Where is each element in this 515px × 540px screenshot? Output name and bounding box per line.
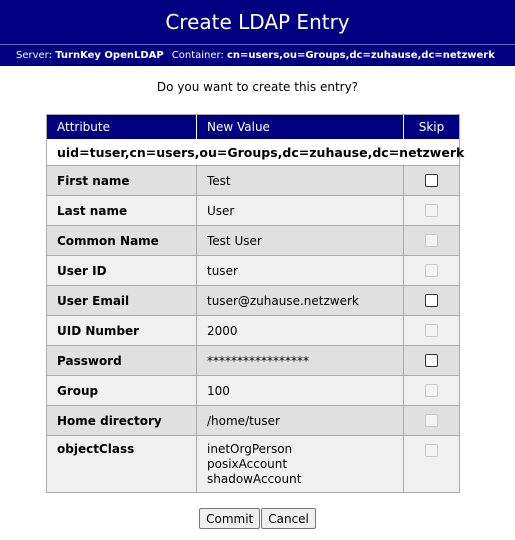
table-row xyxy=(47,166,459,196)
server-label: Server: xyxy=(16,50,52,61)
attribute-value: /home/tuser xyxy=(197,406,404,435)
attribute-name: First name xyxy=(47,166,197,195)
attribute-name: User ID xyxy=(47,256,197,285)
objectclass-value: posixAccount xyxy=(207,457,288,471)
server-info-bar xyxy=(0,44,515,66)
table-row xyxy=(47,346,459,376)
table-row xyxy=(47,226,459,256)
attribute-name: objectClass xyxy=(47,436,197,492)
table-row xyxy=(47,316,459,346)
table-row xyxy=(47,286,459,316)
attribute-name: UID Number xyxy=(47,316,197,345)
skip-checkbox-disabled xyxy=(425,414,438,427)
attribute-name: Password xyxy=(47,346,197,375)
attribute-value: 2000 xyxy=(197,316,404,345)
skip-checkbox-disabled xyxy=(425,204,438,217)
skip-checkbox-disabled xyxy=(425,324,438,337)
attribute-name: Group xyxy=(47,376,197,405)
attribute-value: Test User xyxy=(197,226,404,255)
table-row xyxy=(47,376,459,406)
skip-checkbox-disabled xyxy=(425,234,438,247)
header-skip: Skip xyxy=(418,120,445,134)
header-new-value: New Value xyxy=(197,115,404,139)
attribute-value: User xyxy=(197,196,404,225)
header-attribute: Attribute xyxy=(47,115,197,139)
attribute-value: tuser xyxy=(197,256,404,285)
attribute-name: Common Name xyxy=(47,226,197,255)
objectclass-value: shadowAccount xyxy=(207,472,302,486)
title-bar xyxy=(0,0,515,44)
skip-checkbox[interactable] xyxy=(425,354,438,367)
attribute-name: User Email xyxy=(47,286,197,315)
container-label: Container: xyxy=(171,50,224,61)
skip-checkbox-disabled xyxy=(425,384,438,397)
attribute-value: ***************** xyxy=(197,346,404,375)
skip-checkbox[interactable] xyxy=(425,294,438,307)
attribute-value: 100 xyxy=(197,376,404,405)
action-buttons xyxy=(0,508,515,529)
attribute-value: tuser@zuhause.netzwerk xyxy=(197,286,404,315)
table-row xyxy=(47,196,459,226)
skip-checkbox-disabled xyxy=(425,444,438,457)
attribute-name: Home directory xyxy=(47,406,197,435)
entry-table xyxy=(46,114,465,493)
container-value: cn=users,ou=Groups,dc=zuhause,dc=netzwerk xyxy=(227,50,495,61)
objectclass-values xyxy=(207,442,301,487)
page-title: Create LDAP Entry xyxy=(165,10,350,34)
table-row xyxy=(47,436,459,492)
objectclass-value: inetOrgPerson xyxy=(207,442,293,456)
attribute-value: Test xyxy=(197,166,404,195)
skip-checkbox[interactable] xyxy=(425,174,438,187)
commit-button[interactable]: Commit xyxy=(199,508,260,529)
skip-checkbox-disabled xyxy=(425,264,438,277)
server-value: TurnKey OpenLDAP xyxy=(55,50,164,61)
cancel-button[interactable]: Cancel xyxy=(261,508,316,529)
confirm-question: Do you want to create this entry? xyxy=(156,80,359,94)
table-row xyxy=(47,406,459,436)
dn-row: uid=tuser,cn=users,ou=Groups,dc=zuhause,dc=netzwerk xyxy=(47,139,459,166)
attribute-name: Last name xyxy=(47,196,197,225)
table-row xyxy=(47,256,459,286)
table-header-row xyxy=(47,115,459,139)
